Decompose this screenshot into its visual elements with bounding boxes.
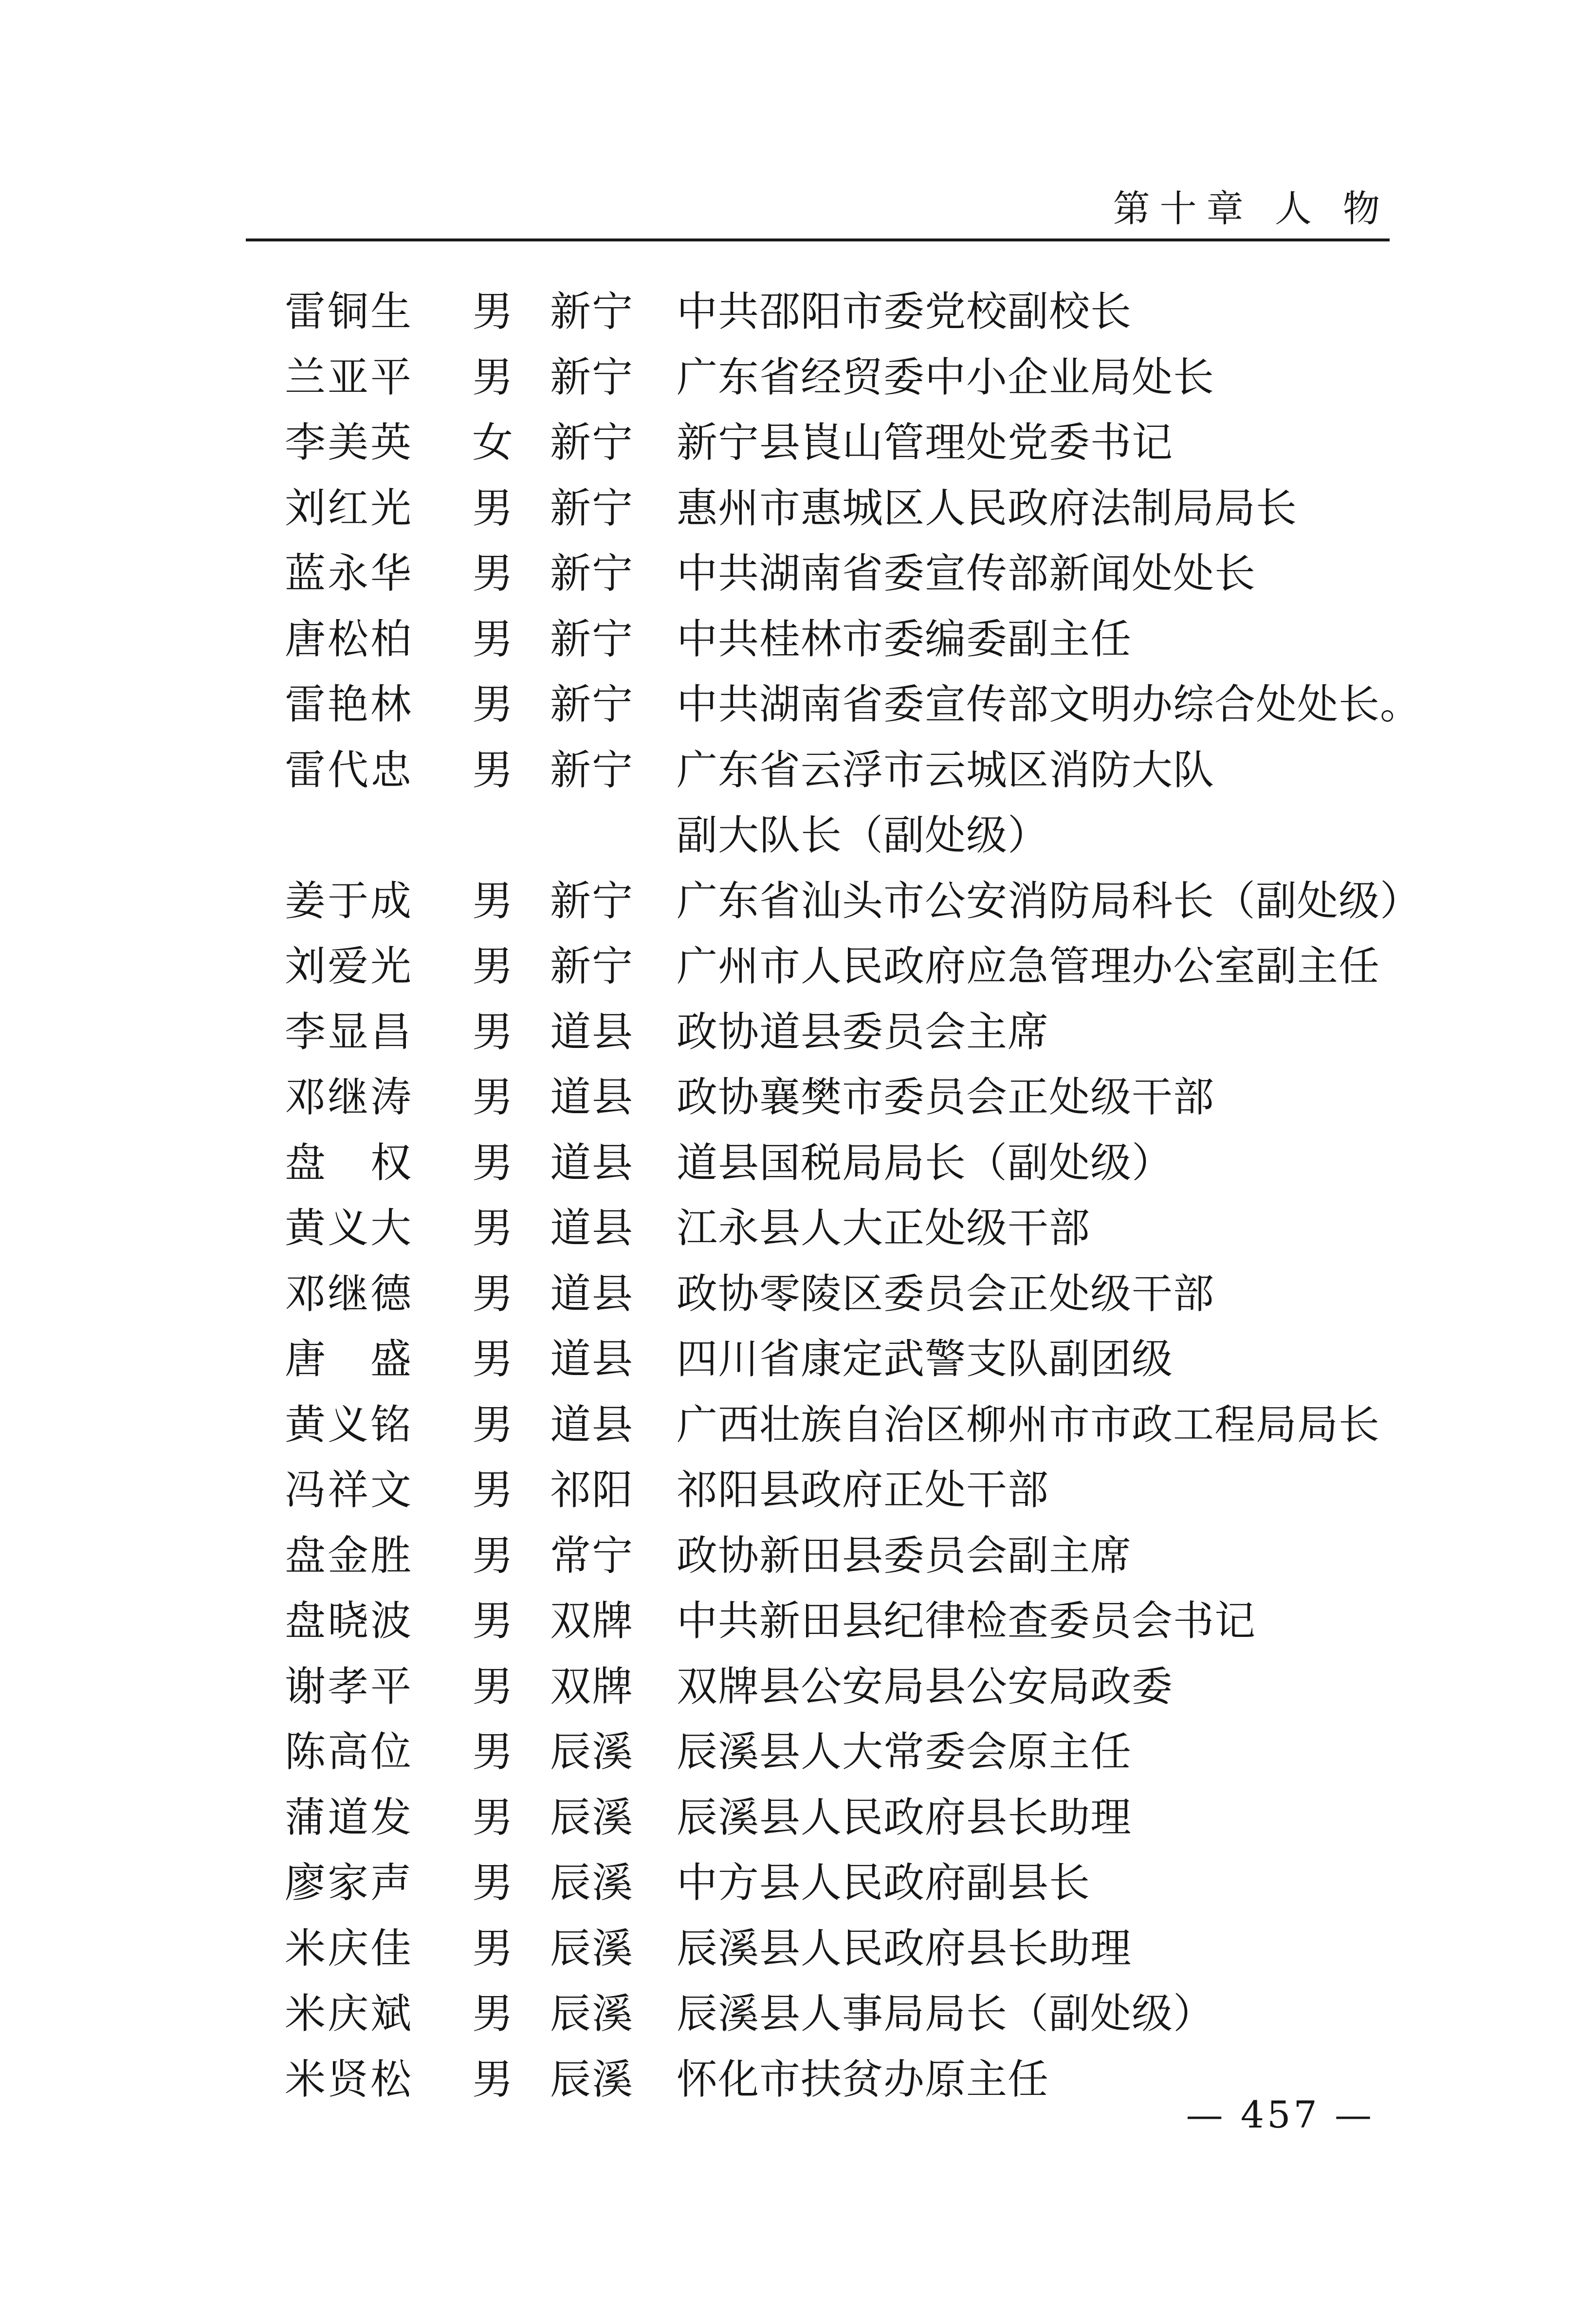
person-gender: 男 [472, 1531, 514, 1579]
person-position: 政协零陵区委员会正处级干部 [677, 1269, 1215, 1318]
person-position: 新宁县崀山管理处党委书记 [677, 419, 1174, 466]
person-position: 中方县人民政府副县长 [677, 1859, 1091, 1907]
person-gender: 男 [472, 1335, 514, 1383]
table-row [285, 1592, 1414, 1657]
person-hometown: 祁阳 [550, 1466, 634, 1514]
person-name: 蓝永华 [285, 550, 414, 597]
table-row [285, 610, 1414, 676]
table-row [285, 1526, 1414, 1592]
person-gender: 女 [472, 419, 514, 466]
person-gender: 男 [472, 1990, 514, 2037]
table-row [285, 1919, 1414, 1985]
person-hometown: 新宁 [550, 877, 634, 925]
person-hometown: 辰溪 [550, 1728, 634, 1776]
person-gender: 男 [472, 353, 514, 401]
person-name: 唐 盛 [285, 1335, 414, 1383]
person-name: 蒲道发 [285, 1793, 414, 1841]
person-position: 怀化市扶贫办原主任 [677, 2055, 1049, 2103]
person-hometown: 新宁 [550, 288, 634, 335]
person-gender: 男 [472, 288, 514, 335]
person-name: 邓继涛 [285, 1073, 414, 1121]
person-name: 刘红光 [285, 484, 414, 532]
person-name: 黄义铭 [285, 1400, 414, 1449]
person-position: 江永县人大正处级干部 [677, 1204, 1091, 1252]
person-gender: 男 [472, 746, 514, 794]
person-hometown: 双牌 [550, 1662, 634, 1710]
table-row [285, 1003, 1414, 1068]
person-gender: 男 [472, 615, 514, 663]
person-hometown: 道县 [550, 1204, 634, 1252]
person-gender: 男 [472, 1597, 514, 1645]
person-hometown: 辰溪 [550, 1859, 634, 1907]
table-row [285, 544, 1414, 610]
person-position: 中共湖南省委宣传部新闻处处长 [677, 550, 1256, 597]
person-name: 米庆斌 [285, 1990, 414, 2037]
person-name: 米贤松 [285, 2055, 414, 2103]
person-position: 副大队长（副处级） [677, 811, 1049, 859]
person-name: 姜于成 [285, 877, 414, 925]
person-position: 广州市人民政府应急管理办公室副主任 [677, 942, 1380, 990]
table-row [285, 413, 1414, 479]
person-hometown: 新宁 [550, 419, 634, 466]
person-hometown: 双牌 [550, 1597, 634, 1645]
person-gender: 男 [472, 1924, 514, 1972]
person-name: 黄义大 [285, 1204, 414, 1252]
person-gender: 男 [472, 1859, 514, 1907]
table-row [285, 1068, 1414, 1134]
table-row [285, 1330, 1414, 1395]
person-name: 盘 权 [285, 1138, 414, 1187]
person-position: 惠州市惠城区人民政府法制局局长 [677, 484, 1298, 532]
table-row [285, 675, 1422, 741]
table-row [285, 1723, 1414, 1788]
person-gender: 男 [472, 877, 514, 925]
person-hometown: 辰溪 [550, 1793, 634, 1841]
table-row [285, 1461, 1414, 1526]
person-name: 邓继德 [285, 1269, 414, 1318]
person-name: 陈高位 [285, 1728, 414, 1776]
person-position: 广东省汕头市公安消防局科长（副处级） [677, 877, 1422, 925]
person-hometown: 新宁 [550, 550, 634, 597]
person-name: 米庆佳 [285, 1924, 414, 1972]
person-position: 广西壮族自治区柳州市市政工程局局长 [677, 1400, 1380, 1449]
person-position: 中共桂林市委编委副主任 [677, 615, 1132, 663]
person-position: 道县国税局局长（副处级） [677, 1138, 1174, 1187]
person-name: 廖家声 [285, 1859, 414, 1907]
person-gender: 男 [472, 1466, 514, 1514]
person-gender: 男 [472, 1008, 514, 1056]
person-hometown: 辰溪 [550, 1924, 634, 1972]
person-position: 中共邵阳市委党校副校长 [677, 288, 1132, 335]
person-position: 辰溪县人民政府县长助理 [677, 1924, 1132, 1972]
person-gender: 男 [472, 1073, 514, 1121]
person-gender: 男 [472, 2055, 514, 2103]
person-position: 祁阳县政府正处干部 [677, 1466, 1049, 1514]
person-name: 刘爱光 [285, 942, 414, 990]
person-position: 广东省云浮市云城区消防大队 [677, 746, 1215, 794]
person-hometown: 辰溪 [550, 1990, 634, 2037]
person-gender: 男 [472, 550, 514, 597]
person-gender: 男 [472, 1662, 514, 1710]
person-name: 盘金胜 [285, 1531, 414, 1579]
person-hometown: 新宁 [550, 353, 634, 401]
chapter-title: 第十章 人 物 [1113, 187, 1390, 230]
table-row [285, 741, 1414, 807]
person-gender: 男 [472, 1204, 514, 1252]
person-gender: 男 [472, 1728, 514, 1776]
person-position: 中共新田县纪律检查委员会书记 [677, 1597, 1256, 1645]
person-name: 李显昌 [285, 1008, 414, 1056]
person-position: 广东省经贸委中小企业局处长 [677, 353, 1215, 401]
people-table [285, 282, 1422, 2115]
person-hometown: 道县 [550, 1269, 634, 1318]
person-name: 雷代忠 [285, 746, 414, 794]
person-hometown: 新宁 [550, 942, 634, 990]
person-hometown: 道县 [550, 1073, 634, 1121]
person-hometown: 道县 [550, 1335, 634, 1383]
person-position: 政协道县委员会主席 [677, 1008, 1049, 1056]
table-row [285, 937, 1414, 1003]
person-gender: 男 [472, 1269, 514, 1318]
person-position: 政协新田县委员会副主席 [677, 1531, 1132, 1579]
person-hometown: 新宁 [550, 615, 634, 663]
running-header [246, 170, 1390, 241]
table-row [285, 1199, 1414, 1265]
person-position: 辰溪县人大常委会原主任 [677, 1728, 1132, 1776]
person-gender: 男 [472, 1793, 514, 1841]
person-position: 辰溪县人事局局长（副处级） [677, 1990, 1215, 2037]
person-name: 谢孝平 [285, 1662, 414, 1710]
table-row [285, 1788, 1414, 1854]
person-position: 政协襄樊市委员会正处级干部 [677, 1073, 1215, 1121]
person-hometown: 常宁 [550, 1531, 634, 1579]
table-row [285, 1395, 1414, 1461]
page-number: — 457 — [1186, 2093, 1375, 2136]
person-gender: 男 [472, 484, 514, 532]
person-gender: 男 [472, 1138, 514, 1187]
table-row [285, 348, 1414, 414]
person-name: 盘晓波 [285, 1597, 414, 1645]
table-row [285, 872, 1422, 937]
person-hometown: 新宁 [550, 484, 634, 532]
table-row [285, 1984, 1414, 2050]
table-row [285, 1657, 1414, 1723]
person-name: 雷艳林 [285, 680, 414, 728]
table-row [285, 806, 1414, 872]
person-hometown: 辰溪 [550, 2055, 634, 2103]
person-position: 中共湖南省委宣传部文明办综合处处长。 [677, 680, 1422, 728]
person-name: 雷铜生 [285, 288, 414, 335]
table-row [285, 479, 1414, 545]
person-gender: 男 [472, 680, 514, 728]
person-hometown: 道县 [550, 1138, 634, 1187]
table-row [285, 1134, 1414, 1199]
person-hometown: 道县 [550, 1400, 634, 1449]
person-gender: 男 [472, 942, 514, 990]
person-gender: 男 [472, 1400, 514, 1449]
person-name: 唐松柏 [285, 615, 414, 663]
table-row [285, 282, 1414, 348]
person-name: 李美英 [285, 419, 414, 466]
person-hometown: 新宁 [550, 746, 634, 794]
person-name: 兰亚平 [285, 353, 414, 401]
person-position: 双牌县公安局县公安局政委 [677, 1662, 1174, 1710]
person-position: 辰溪县人民政府县长助理 [677, 1793, 1132, 1841]
table-row [285, 1853, 1414, 1919]
person-position: 四川省康定武警支队副团级 [677, 1335, 1174, 1383]
person-hometown: 道县 [550, 1008, 634, 1056]
person-hometown: 新宁 [550, 680, 634, 728]
person-name: 冯祥文 [285, 1466, 414, 1514]
table-row [285, 1265, 1414, 1330]
